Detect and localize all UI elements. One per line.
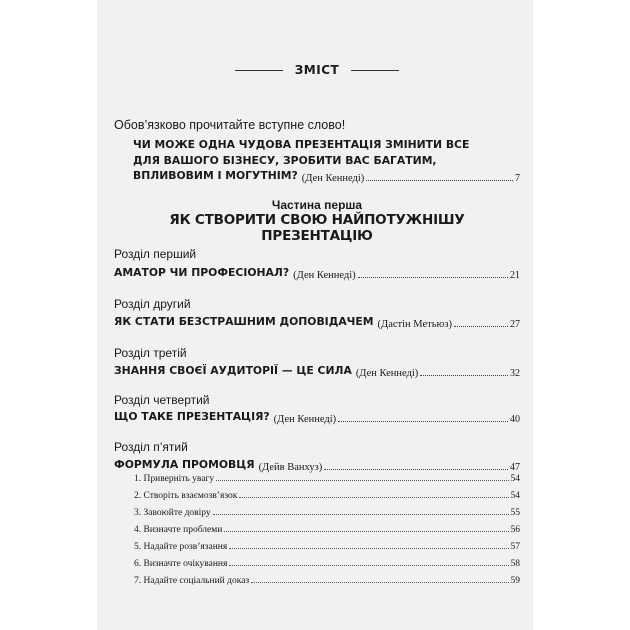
- chapter-entry: [114, 265, 520, 281]
- section-label: Розділ другий: [114, 297, 191, 311]
- section-label: Розділ третій: [114, 346, 187, 360]
- subsection-title: 6. Визначте очікування: [134, 559, 228, 569]
- subsection-entry: [134, 559, 520, 569]
- leader-dots: [358, 277, 508, 278]
- leader-dots: [229, 548, 508, 549]
- intro-note: Обов’язково прочитайте вступне слово!: [114, 118, 346, 132]
- subsection-title: 3. Завоюйте довіру: [134, 508, 211, 518]
- leader-dots: [224, 531, 508, 532]
- header-rule-left: [235, 70, 283, 71]
- chapter-page: 47: [510, 461, 520, 473]
- leader-dots: [229, 565, 508, 566]
- subsection-entry: [134, 576, 520, 586]
- toc-header: [114, 60, 520, 80]
- chapter-author: (Дейв Ванхуз): [258, 461, 323, 473]
- chapter-page: 21: [510, 269, 520, 281]
- subsection-title: 1. Приверніть увагу: [134, 474, 215, 484]
- intro-chapter-entry: [133, 137, 520, 184]
- chapter-page: 27: [510, 318, 520, 330]
- subsection-title: 7. Надайте соціальний доказ: [134, 576, 250, 586]
- chapter-title: АМАТОР ЧИ ПРОФЕСІОНАЛ?: [114, 266, 290, 279]
- chapter-author: (Ден Кеннеді): [293, 269, 356, 281]
- chapter-entry: [114, 457, 520, 473]
- leader-dots: [213, 514, 509, 515]
- subsection-entry: [134, 491, 520, 501]
- chapter-author: (Ден Кеннеді): [355, 367, 419, 379]
- section-label: Розділ п’ятий: [114, 440, 188, 454]
- leader-dots: [324, 469, 508, 470]
- section-label: Розділ перший: [114, 247, 197, 261]
- chapter-entry: [114, 409, 520, 425]
- subsection-page: 59: [510, 576, 520, 586]
- section-label: Розділ четвертий: [114, 393, 210, 407]
- leader-dots: [216, 480, 508, 481]
- header-rule-right: [351, 70, 399, 71]
- chapter-entry: [114, 314, 520, 330]
- intro-chapter-title-line-1: ЧИ МОЖЕ ОДНА ЧУДОВА ПРЕЗЕНТАЦІЯ ЗМІНИТИ ВСЕ: [133, 138, 470, 151]
- subsection-entry: [134, 474, 520, 484]
- leader-dots: [239, 497, 508, 498]
- part-title: ЯК СТВОРИТИ СВОЮ НАЙПОТУЖНІШУ ПРЕЗЕНТАЦІЮ: [169, 212, 465, 244]
- subsection-page: 55: [510, 508, 520, 518]
- leader-dots: [338, 421, 508, 422]
- chapter-author: (Ден Кеннеді): [273, 413, 337, 425]
- subsection-page: 54: [510, 491, 520, 501]
- leader-dots: [420, 375, 508, 376]
- book-page: [97, 0, 533, 630]
- chapter-page: 40: [510, 413, 520, 425]
- chapter-title: ЩО ТАКЕ ПРЕЗЕНТАЦІЯ?: [114, 410, 270, 423]
- subsection-title: 2. Створіть взаємозв’язок: [134, 491, 238, 501]
- toc-title: ЗМІСТ: [294, 63, 340, 77]
- subsection-entry: [134, 525, 520, 535]
- intro-chapter-title-line-3: ВПЛИВОВИМ І МОГУТНІМ?: [133, 169, 298, 182]
- leader-dots: [251, 582, 508, 583]
- subsection-page: 54: [510, 474, 520, 484]
- intro-chapter-author: (Ден Кеннеді): [301, 172, 365, 184]
- subsection-title: 5. Надайте розв’язання: [134, 542, 228, 552]
- chapter-title: ФОРМУЛА ПРОМОВЦЯ: [114, 458, 255, 471]
- chapter-title: ЗНАННЯ СВОЄЇ АУДИТОРІЇ — ЦЕ СИЛА: [114, 364, 352, 377]
- intro-chapter-page: 7: [515, 172, 520, 184]
- chapter-author: (Дастін Метьюз): [377, 318, 452, 330]
- chapter-entry: [114, 363, 520, 379]
- subsection-page: 58: [510, 559, 520, 569]
- part-label: Частина перша: [271, 198, 363, 212]
- subsection-entry: [134, 542, 520, 552]
- subsection-page: 57: [510, 542, 520, 552]
- chapter-title: ЯК СТАТИ БЕЗСТРАШНИМ ДОПОВІДАЧЕМ: [114, 315, 374, 328]
- leader-dots: [454, 326, 508, 327]
- subsection-page: 56: [510, 525, 520, 535]
- intro-chapter-title-line-2: ДЛЯ ВАШОГО БІЗНЕСУ, ЗРОБИТИ ВАС БАГАТИМ,: [133, 153, 437, 167]
- subsection-entry: [134, 508, 520, 518]
- subsection-title: 4. Визначте проблеми: [134, 525, 223, 535]
- leader-dots: [366, 180, 513, 181]
- chapter-page: 32: [510, 367, 520, 379]
